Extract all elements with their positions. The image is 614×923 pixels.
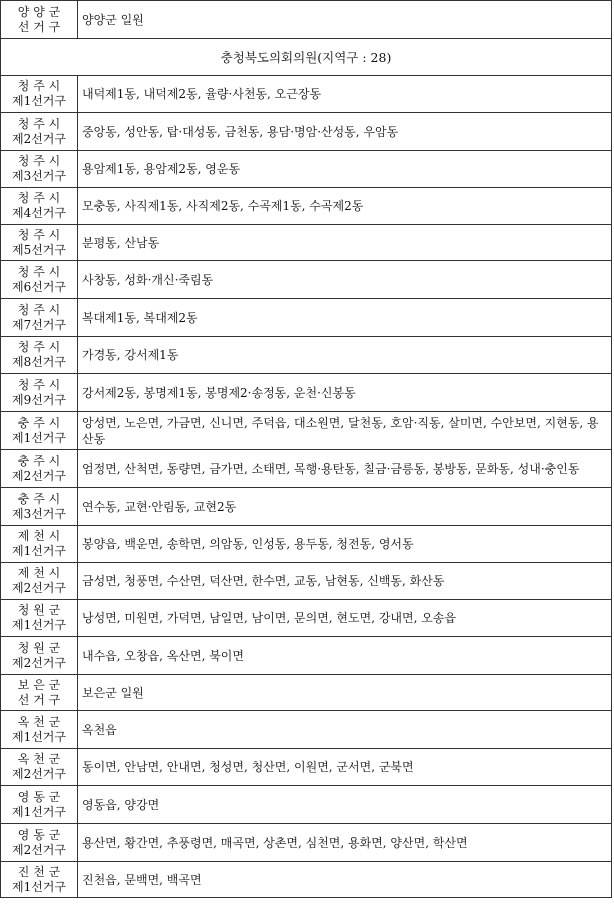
district-name-cell <box>1 261 78 299</box>
district-name-line2: 제7선거구 <box>11 317 66 332</box>
table-row <box>1 526 612 563</box>
table-row <box>1 374 612 412</box>
district-name-line1: 청 주 시 <box>17 154 61 168</box>
district-areas-cell: 용산면, 황간면, 추풍령면, 매곡면, 상촌면, 심천면, 용화면, 양산면, 학산면 <box>78 824 612 862</box>
district-areas-cell: 내수읍, 오창읍, 옥산면, 북이면 <box>78 637 612 675</box>
district-name-line1: 영 동 군 <box>17 827 61 842</box>
district-name-line1: 청 주 시 <box>17 340 61 354</box>
district-name-cell <box>1 711 78 749</box>
district-areas-cell: 중앙동, 성안동, 탑·대성동, 금천동, 용담·명암·산성동, 우암동 <box>78 113 612 151</box>
district-name-cell <box>1 337 78 374</box>
table-row <box>1 675 612 711</box>
district-name-line1: 청 주 시 <box>17 227 61 242</box>
district-name-line2: 제1선거구 <box>11 804 66 819</box>
district-name-cell <box>1 786 78 824</box>
table-row <box>1 76 612 113</box>
district-name-cell <box>1 862 78 898</box>
district-name-line2: 선 거 구 <box>17 19 61 34</box>
district-name-line1: 청 원 군 <box>17 603 61 617</box>
table-row <box>1 113 612 151</box>
district-name-line1: 청 주 시 <box>17 116 61 131</box>
district-areas-cell: 복대제1동, 복대제2동 <box>78 299 612 337</box>
district-name-line2: 제2선거구 <box>11 655 66 670</box>
district-name-cell <box>1 749 78 786</box>
district-name-line1: 청 주 시 <box>17 302 61 317</box>
district-name-line1: 제 천 시 <box>17 566 61 580</box>
district-name-line2: 제3선거구 <box>11 506 66 521</box>
district-name-cell <box>1 225 78 261</box>
district-name-cell <box>1 412 78 450</box>
district-name-line1: 양 양 군 <box>17 4 61 19</box>
table-row <box>1 711 612 749</box>
district-name-line2: 제6선거구 <box>11 279 66 294</box>
table-row <box>1 337 612 374</box>
district-name-line1: 청 원 군 <box>17 640 61 655</box>
table-row <box>1 1 612 39</box>
district-areas-cell: 강서제2동, 봉명제1동, 봉명제2·송정동, 운천·신봉동 <box>78 374 612 412</box>
district-name-line1: 옥 천 군 <box>17 752 61 766</box>
district-areas-cell: 엄정면, 산척면, 동량면, 금가면, 소태면, 목행·용탄동, 칠금·금릉동, 봉방동, 문화동, 성내·충인동 <box>78 450 612 488</box>
district-areas-cell: 옥천읍 <box>78 711 612 749</box>
district-name-cell <box>1 188 78 225</box>
district-name-line2: 선 거 구 <box>17 692 61 707</box>
district-name-line2: 제2선거구 <box>11 468 66 483</box>
district-name-cell <box>1 675 78 711</box>
district-areas-cell: 금성면, 청풍면, 수산면, 덕산면, 한수면, 교동, 남현동, 신백동, 화산동 <box>78 563 612 600</box>
district-areas-cell: 앙성면, 노은면, 가금면, 신니면, 주덕읍, 대소원면, 달천동, 호암·직동, 살미면, 수안보면, 지현동, 용산동 <box>78 412 612 450</box>
district-name-line2: 제2선거구 <box>11 581 66 595</box>
district-name-line1: 보 은 군 <box>17 677 61 692</box>
table-row <box>1 225 612 261</box>
district-areas-cell: 봉양읍, 백운면, 송학면, 의암동, 인성동, 용두동, 청전동, 영서동 <box>78 526 612 563</box>
district-name-line2: 제3선거구 <box>11 169 66 183</box>
table-row <box>1 786 612 824</box>
district-name-line2: 제8선거구 <box>11 355 66 369</box>
district-name-line1: 청 주 시 <box>17 191 61 205</box>
table-row <box>1 637 612 675</box>
table-row <box>1 188 612 225</box>
district-areas-cell: 사창동, 성화·개신·죽림동 <box>78 261 612 299</box>
district-name-line2: 제2선거구 <box>11 767 66 781</box>
table-row <box>1 151 612 188</box>
district-areas-cell: 가경동, 강서제1동 <box>78 337 612 374</box>
district-name-line2: 제9선거구 <box>11 392 66 407</box>
district-name-cell <box>1 450 78 488</box>
table-row <box>1 862 612 898</box>
district-name-line2: 제1선거구 <box>11 618 66 632</box>
district-name-line2: 제2선거구 <box>11 131 66 146</box>
district-areas-cell: 진천읍, 문백면, 백곡면 <box>78 862 612 898</box>
table-row <box>1 563 612 600</box>
section-header-row <box>1 39 612 76</box>
district-name-line2: 제4선거구 <box>11 206 66 220</box>
district-name-line2: 제1선거구 <box>11 879 66 894</box>
district-name-line1: 청 주 시 <box>17 264 61 279</box>
district-name-cell <box>1 151 78 188</box>
district-areas-cell: 모충동, 사직제1동, 사직제2동, 수곡제1동, 수곡제2동 <box>78 188 612 225</box>
district-name-line1: 제 천 시 <box>17 529 61 543</box>
district-name-line2: 제1선거구 <box>11 94 66 108</box>
district-name-cell <box>1 563 78 600</box>
table-row <box>1 749 612 786</box>
district-name-cell <box>1 600 78 637</box>
district-table-body <box>1 1 612 898</box>
section-header: 충청북도의회의원(지역구 : 28) <box>1 39 612 76</box>
table-row <box>1 824 612 862</box>
table-row <box>1 488 612 526</box>
district-name-cell <box>1 824 78 862</box>
district-name-line1: 영 동 군 <box>17 789 61 804</box>
district-areas-cell: 보은군 일원 <box>78 675 612 711</box>
district-name-cell <box>1 526 78 563</box>
district-name-line2: 제2선거구 <box>11 842 66 857</box>
district-name-line1: 청 주 시 <box>17 79 61 93</box>
district-areas-cell: 연수동, 교현·안림동, 교현2동 <box>78 488 612 526</box>
district-name-line1: 청 주 시 <box>17 377 61 392</box>
table-row <box>1 299 612 337</box>
district-name-cell <box>1 374 78 412</box>
district-name-line2: 제1선거구 <box>11 729 66 744</box>
district-name-cell <box>1 1 78 39</box>
table-row <box>1 261 612 299</box>
district-name-line1: 충 주 시 <box>17 453 61 468</box>
district-name-cell <box>1 637 78 675</box>
district-areas-cell: 영동읍, 양강면 <box>78 786 612 824</box>
district-areas-cell: 내덕제1동, 내덕제2동, 율량·사천동, 오근장동 <box>78 76 612 113</box>
district-name-line1: 진 천 군 <box>17 864 61 879</box>
district-name-cell <box>1 76 78 113</box>
district-name-line2: 제1선거구 <box>11 544 66 558</box>
district-areas-cell: 분평동, 산남동 <box>78 225 612 261</box>
district-name-line1: 충 주 시 <box>17 415 61 430</box>
district-areas-cell: 용암제1동, 용암제2동, 영운동 <box>78 151 612 188</box>
district-name-line1: 옥 천 군 <box>17 714 61 729</box>
district-areas-cell: 낭성면, 미원면, 가덕면, 남일면, 남이면, 문의면, 현도면, 강내면, 오송읍 <box>78 600 612 637</box>
district-name-line2: 제1선거구 <box>11 430 66 445</box>
district-areas-cell: 동이면, 안남면, 안내면, 청성면, 청산면, 이원면, 군서면, 군북면 <box>78 749 612 786</box>
district-name-cell <box>1 488 78 526</box>
district-name-cell <box>1 299 78 337</box>
table-row <box>1 450 612 488</box>
district-name-line1: 충 주 시 <box>17 491 61 506</box>
district-name-cell <box>1 113 78 151</box>
district-name-line2: 제5선거구 <box>11 242 66 257</box>
table-row <box>1 600 612 637</box>
table-row <box>1 412 612 450</box>
district-areas-cell: 양양군 일원 <box>78 1 612 39</box>
